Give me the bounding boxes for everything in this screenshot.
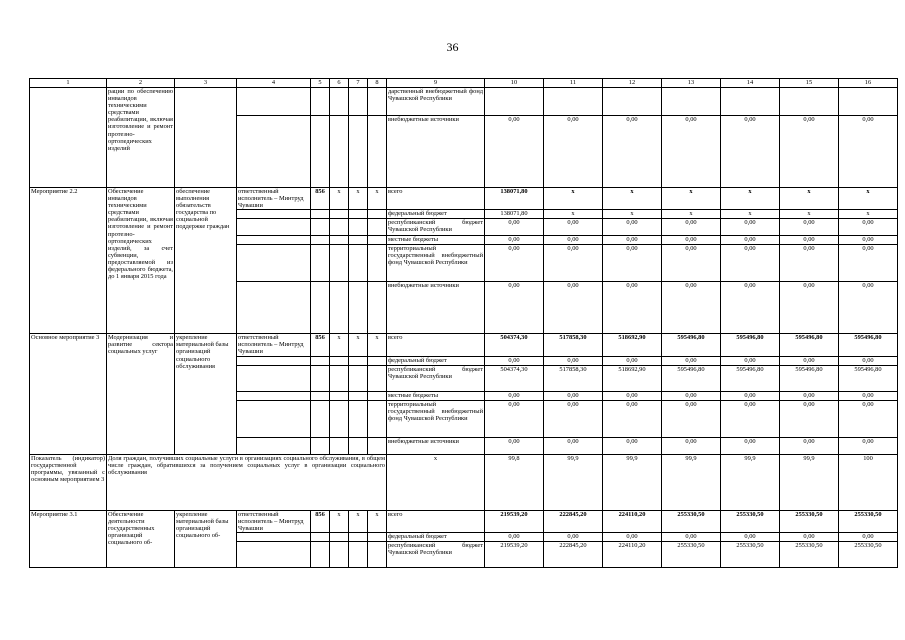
code-cell bbox=[368, 282, 387, 334]
code-cell bbox=[311, 356, 330, 365]
value-cell: 0,00 bbox=[485, 245, 544, 282]
value-cell: x bbox=[544, 210, 603, 219]
code-cell: 856 bbox=[311, 188, 330, 210]
value-cell: 0,00 bbox=[780, 245, 839, 282]
code-cell bbox=[349, 365, 368, 391]
executor-cell: ответственный исполнитель – Минтруд Чувашии bbox=[237, 510, 311, 532]
indicator-value-cell: 99,9 bbox=[603, 454, 662, 510]
funding-source-cell: внебюджетные источники bbox=[387, 437, 485, 454]
table-body bbox=[30, 88, 898, 568]
executor-cell bbox=[237, 356, 311, 365]
measure-description-cell: Обеспечение инвалидов техническими средствами реабилитации, включая изготовление и ремонт протезно-ортопедических изделий, за счет субвенции, предоставляемой из федерального бюджета, до 1 января 2015 года bbox=[107, 188, 175, 334]
value-cell: 0,00 bbox=[603, 245, 662, 282]
code-cell bbox=[349, 236, 368, 245]
header-cell: 11 bbox=[544, 79, 603, 88]
code-cell bbox=[368, 236, 387, 245]
executor-cell bbox=[237, 236, 311, 245]
value-cell: 0,00 bbox=[839, 219, 898, 236]
funding-source-cell: всего bbox=[387, 334, 485, 356]
value-cell: 504374,30 bbox=[485, 365, 544, 391]
measure-description-cell: рации по обеспечению инвалидов техническими средствами реабилитации, включая изготовление и ремонт протезно-ортопедических изделий bbox=[107, 88, 175, 188]
indicator-value-cell: 99,9 bbox=[544, 454, 603, 510]
value-cell: 0,00 bbox=[721, 245, 780, 282]
value-cell: 518692,90 bbox=[603, 365, 662, 391]
measure-name-cell: Основное мероприятие 3 bbox=[30, 334, 107, 454]
funding-source-cell: федеральный бюджет bbox=[387, 532, 485, 541]
value-cell: 255330,50 bbox=[721, 510, 780, 532]
indicator-value-cell: 99,9 bbox=[780, 454, 839, 510]
code-cell: x bbox=[368, 188, 387, 210]
measure-name-cell: Мероприятие 2.2 bbox=[30, 188, 107, 334]
value-cell: 0,00 bbox=[780, 356, 839, 365]
code-cell bbox=[368, 437, 387, 454]
value-cell: 0,00 bbox=[662, 219, 721, 236]
value-cell: 0,00 bbox=[839, 245, 898, 282]
value-cell: 0,00 bbox=[721, 391, 780, 400]
code-cell bbox=[368, 356, 387, 365]
value-cell: 518692,90 bbox=[603, 334, 662, 356]
value-cell: 138071,80 bbox=[485, 188, 544, 210]
value-cell: 0,00 bbox=[544, 282, 603, 334]
value-cell: x bbox=[544, 188, 603, 210]
header-cell: 5 bbox=[311, 79, 330, 88]
value-cell: 138071,80 bbox=[485, 210, 544, 219]
value-cell: 0,00 bbox=[485, 532, 544, 541]
code-cell bbox=[368, 210, 387, 219]
code-cell bbox=[349, 356, 368, 365]
code-cell bbox=[349, 88, 368, 116]
header-cell: 1 bbox=[30, 79, 107, 88]
code-cell bbox=[349, 400, 368, 437]
code-cell: 856 bbox=[311, 510, 330, 532]
page-number: 36 bbox=[446, 40, 459, 54]
code-cell: x bbox=[368, 334, 387, 356]
header-cell: 12 bbox=[603, 79, 662, 88]
value-cell: 0,00 bbox=[839, 282, 898, 334]
funding-source-cell: всего bbox=[387, 188, 485, 210]
value-cell: 0,00 bbox=[721, 400, 780, 437]
code-cell bbox=[349, 210, 368, 219]
code-cell bbox=[311, 236, 330, 245]
code-cell: x bbox=[330, 188, 349, 210]
code-cell bbox=[311, 210, 330, 219]
value-cell: 0,00 bbox=[603, 532, 662, 541]
value-cell: 595496,80 bbox=[780, 365, 839, 391]
measure-name-cell bbox=[30, 88, 107, 188]
code-cell bbox=[330, 210, 349, 219]
code-cell bbox=[349, 116, 368, 188]
value-cell: 0,00 bbox=[839, 236, 898, 245]
funding-source-cell: внебюджетные источники bbox=[387, 282, 485, 334]
value-cell: 0,00 bbox=[780, 391, 839, 400]
indicator-label-cell: Показатель (индикатор) государственной программы, увязанный с основным мероприятием 3 bbox=[30, 454, 107, 510]
value-cell bbox=[839, 88, 898, 116]
code-cell bbox=[330, 532, 349, 541]
value-cell: 0,00 bbox=[780, 437, 839, 454]
funding-source-cell: дарственный внебюджетный фонд Чувашской Республики bbox=[387, 88, 485, 116]
value-cell: 0,00 bbox=[780, 219, 839, 236]
executor-cell bbox=[237, 437, 311, 454]
code-cell bbox=[311, 282, 330, 334]
funding-source-cell: федеральный бюджет bbox=[387, 210, 485, 219]
value-cell: 0,00 bbox=[603, 219, 662, 236]
header-cell: 7 bbox=[349, 79, 368, 88]
value-cell: 0,00 bbox=[603, 282, 662, 334]
executor-cell bbox=[237, 400, 311, 437]
value-cell: 255330,50 bbox=[721, 541, 780, 567]
value-cell: 0,00 bbox=[839, 356, 898, 365]
executor-cell bbox=[237, 116, 311, 188]
code-cell bbox=[330, 282, 349, 334]
value-cell: x bbox=[721, 188, 780, 210]
executor-cell bbox=[237, 365, 311, 391]
value-cell: 255330,50 bbox=[780, 510, 839, 532]
code-cell bbox=[330, 219, 349, 236]
value-cell: 0,00 bbox=[603, 356, 662, 365]
value-cell: 0,00 bbox=[603, 437, 662, 454]
value-cell: 0,00 bbox=[662, 532, 721, 541]
indicator-x-cell: x bbox=[387, 454, 485, 510]
code-cell bbox=[330, 391, 349, 400]
code-cell: 856 bbox=[311, 334, 330, 356]
value-cell: 0,00 bbox=[780, 532, 839, 541]
funding-source-cell: местные бюджеты bbox=[387, 236, 485, 245]
funding-source-cell: внебюджетные источники bbox=[387, 116, 485, 188]
indicator-value-cell: 99,9 bbox=[662, 454, 721, 510]
executor-cell bbox=[237, 282, 311, 334]
code-cell bbox=[311, 541, 330, 567]
indicator-row bbox=[30, 454, 898, 510]
header-cell: 10 bbox=[485, 79, 544, 88]
value-cell: 504374,30 bbox=[485, 334, 544, 356]
code-cell: x bbox=[330, 334, 349, 356]
value-cell: 0,00 bbox=[780, 236, 839, 245]
executor-cell bbox=[237, 245, 311, 282]
value-cell: 255330,50 bbox=[839, 541, 898, 567]
value-cell: 0,00 bbox=[839, 400, 898, 437]
code-cell bbox=[368, 391, 387, 400]
value-cell: 0,00 bbox=[485, 236, 544, 245]
value-cell: 0,00 bbox=[839, 437, 898, 454]
header-cell: 13 bbox=[662, 79, 721, 88]
code-cell bbox=[330, 400, 349, 437]
code-cell bbox=[330, 541, 349, 567]
code-cell bbox=[368, 219, 387, 236]
measure-name-cell: Мероприятие 3.1 bbox=[30, 510, 107, 567]
value-cell: 595496,80 bbox=[780, 334, 839, 356]
value-cell: 0,00 bbox=[662, 282, 721, 334]
funding-source-cell: федеральный бюджет bbox=[387, 356, 485, 365]
value-cell: 595496,80 bbox=[721, 334, 780, 356]
budget-table bbox=[29, 78, 898, 568]
code-cell bbox=[311, 245, 330, 282]
value-cell: 595496,80 bbox=[662, 334, 721, 356]
value-cell: 219539,20 bbox=[485, 510, 544, 532]
value-cell bbox=[780, 88, 839, 116]
code-cell bbox=[368, 400, 387, 437]
code-cell bbox=[368, 88, 387, 116]
value-cell: 0,00 bbox=[721, 356, 780, 365]
code-cell bbox=[311, 365, 330, 391]
header-cell: 2 bbox=[107, 79, 175, 88]
value-cell: 0,00 bbox=[544, 532, 603, 541]
code-cell bbox=[311, 116, 330, 188]
value-cell: 0,00 bbox=[485, 116, 544, 188]
code-cell bbox=[311, 400, 330, 437]
header-cell: 16 bbox=[839, 79, 898, 88]
value-cell: 517858,30 bbox=[544, 365, 603, 391]
goal-cell: укрепление материальной базы организаций социального об- bbox=[175, 510, 237, 567]
executor-cell: ответственный исполнитель – Минтруд Чувашии bbox=[237, 334, 311, 356]
value-cell: x bbox=[603, 188, 662, 210]
value-cell: 255330,50 bbox=[780, 541, 839, 567]
table-row bbox=[30, 510, 898, 532]
indicator-value-cell: 99,8 bbox=[485, 454, 544, 510]
code-cell bbox=[311, 88, 330, 116]
header-cell: 15 bbox=[780, 79, 839, 88]
header-cell: 6 bbox=[330, 79, 349, 88]
code-cell bbox=[349, 245, 368, 282]
value-cell: 0,00 bbox=[603, 116, 662, 188]
table-row bbox=[30, 334, 898, 356]
code-cell bbox=[330, 236, 349, 245]
code-cell bbox=[349, 282, 368, 334]
value-cell: x bbox=[839, 188, 898, 210]
value-cell: x bbox=[780, 188, 839, 210]
value-cell bbox=[662, 88, 721, 116]
code-cell bbox=[311, 391, 330, 400]
funding-source-cell: территориальный государственный внебюджетный фонд Чувашской Республики bbox=[387, 400, 485, 437]
value-cell: 255330,50 bbox=[662, 541, 721, 567]
value-cell: 0,00 bbox=[485, 391, 544, 400]
goal-cell: укрепление материальной базы организаций социального обслуживания bbox=[175, 334, 237, 454]
value-cell: 0,00 bbox=[721, 116, 780, 188]
value-cell: 0,00 bbox=[662, 356, 721, 365]
value-cell: 0,00 bbox=[485, 437, 544, 454]
value-cell: 0,00 bbox=[485, 356, 544, 365]
value-cell: 222845,20 bbox=[544, 541, 603, 567]
funding-source-cell: республиканский бюджет Чувашской Республики bbox=[387, 219, 485, 236]
code-cell bbox=[349, 391, 368, 400]
code-cell bbox=[311, 219, 330, 236]
value-cell: 0,00 bbox=[839, 391, 898, 400]
value-cell: 0,00 bbox=[662, 245, 721, 282]
value-cell: 0,00 bbox=[603, 391, 662, 400]
value-cell: 595496,80 bbox=[839, 365, 898, 391]
header-cell: 4 bbox=[237, 79, 311, 88]
executor-cell bbox=[237, 219, 311, 236]
code-cell bbox=[368, 532, 387, 541]
code-cell bbox=[311, 532, 330, 541]
value-cell bbox=[485, 88, 544, 116]
code-cell: x bbox=[349, 510, 368, 532]
value-cell: 0,00 bbox=[544, 219, 603, 236]
value-cell: 0,00 bbox=[780, 116, 839, 188]
header-cell: 14 bbox=[721, 79, 780, 88]
executor-cell bbox=[237, 391, 311, 400]
code-cell: x bbox=[368, 510, 387, 532]
value-cell: 0,00 bbox=[544, 400, 603, 437]
code-cell bbox=[349, 219, 368, 236]
code-cell bbox=[311, 437, 330, 454]
code-cell bbox=[349, 532, 368, 541]
value-cell: 0,00 bbox=[603, 236, 662, 245]
value-cell: 0,00 bbox=[721, 236, 780, 245]
value-cell: 517858,30 bbox=[544, 334, 603, 356]
value-cell: 0,00 bbox=[780, 282, 839, 334]
value-cell: x bbox=[780, 210, 839, 219]
funding-source-cell: республиканский бюджет Чувашской Республики bbox=[387, 541, 485, 567]
value-cell: 0,00 bbox=[544, 391, 603, 400]
value-cell bbox=[603, 88, 662, 116]
funding-source-cell: территориальный государственный внебюджетный фонд Чувашской Республики bbox=[387, 245, 485, 282]
value-cell: 0,00 bbox=[662, 437, 721, 454]
code-cell: x bbox=[330, 510, 349, 532]
value-cell: 0,00 bbox=[544, 437, 603, 454]
value-cell: 222845,20 bbox=[544, 510, 603, 532]
value-cell bbox=[544, 88, 603, 116]
code-cell bbox=[349, 541, 368, 567]
code-cell bbox=[330, 116, 349, 188]
header-cell: 9 bbox=[387, 79, 485, 88]
executor-cell bbox=[237, 88, 311, 116]
value-cell: 224110,20 bbox=[603, 541, 662, 567]
table-row bbox=[30, 88, 898, 116]
header-cell: 8 bbox=[368, 79, 387, 88]
code-cell: x bbox=[349, 188, 368, 210]
value-cell: 0,00 bbox=[485, 282, 544, 334]
value-cell: 0,00 bbox=[662, 236, 721, 245]
code-cell bbox=[330, 365, 349, 391]
code-cell bbox=[368, 116, 387, 188]
executor-cell bbox=[237, 532, 311, 541]
goal-cell: обеспечение выполнения обязательств государства по социальной поддержке граждан bbox=[175, 188, 237, 334]
header-cell: 3 bbox=[175, 79, 237, 88]
value-cell: x bbox=[721, 210, 780, 219]
value-cell: 0,00 bbox=[721, 282, 780, 334]
value-cell: 0,00 bbox=[721, 532, 780, 541]
value-cell: 255330,50 bbox=[839, 510, 898, 532]
funding-source-cell: республиканский бюджет Чувашской Республики bbox=[387, 365, 485, 391]
funding-source-cell: местные бюджеты bbox=[387, 391, 485, 400]
value-cell: 0,00 bbox=[662, 391, 721, 400]
value-cell: 255330,50 bbox=[662, 510, 721, 532]
indicator-text-cell: Доля граждан, получивших социальные услуги в организациях социального обслуживания, в общем числе граждан, обратившихся за получением социальных услуг в организации социального обслуживания bbox=[107, 454, 387, 510]
value-cell: 219539,20 bbox=[485, 541, 544, 567]
executor-cell bbox=[237, 541, 311, 567]
table-row bbox=[30, 188, 898, 210]
value-cell: 0,00 bbox=[485, 219, 544, 236]
value-cell: 595496,80 bbox=[662, 365, 721, 391]
value-cell: 0,00 bbox=[485, 400, 544, 437]
indicator-value-cell: 99,9 bbox=[721, 454, 780, 510]
value-cell: x bbox=[662, 210, 721, 219]
code-cell bbox=[330, 245, 349, 282]
code-cell bbox=[330, 88, 349, 116]
code-cell bbox=[349, 437, 368, 454]
code-cell bbox=[368, 245, 387, 282]
value-cell: 0,00 bbox=[780, 400, 839, 437]
value-cell: x bbox=[603, 210, 662, 219]
value-cell: 224110,20 bbox=[603, 510, 662, 532]
header-row bbox=[30, 79, 898, 88]
value-cell: 595496,80 bbox=[839, 334, 898, 356]
code-cell bbox=[368, 365, 387, 391]
code-cell bbox=[330, 437, 349, 454]
value-cell: 0,00 bbox=[544, 356, 603, 365]
value-cell: 0,00 bbox=[662, 116, 721, 188]
value-cell: 0,00 bbox=[721, 219, 780, 236]
measure-description-cell: Модернизация и развитие сектора социальных услуг bbox=[107, 334, 175, 454]
value-cell: 0,00 bbox=[544, 116, 603, 188]
value-cell: x bbox=[839, 210, 898, 219]
value-cell: 0,00 bbox=[839, 116, 898, 188]
executor-cell: ответственный исполнитель – Минтруд Чувашии bbox=[237, 188, 311, 210]
value-cell: 0,00 bbox=[662, 400, 721, 437]
value-cell: 0,00 bbox=[544, 245, 603, 282]
value-cell: 0,00 bbox=[839, 532, 898, 541]
executor-cell bbox=[237, 210, 311, 219]
measure-description-cell: Обеспечение деятельности государственных организаций социального об- bbox=[107, 510, 175, 567]
value-cell: 0,00 bbox=[544, 236, 603, 245]
value-cell: 595496,80 bbox=[721, 365, 780, 391]
value-cell: 0,00 bbox=[603, 400, 662, 437]
funding-source-cell: всего bbox=[387, 510, 485, 532]
goal-cell bbox=[175, 88, 237, 188]
indicator-value-cell: 100 bbox=[839, 454, 898, 510]
code-cell bbox=[368, 541, 387, 567]
code-cell: x bbox=[349, 334, 368, 356]
code-cell bbox=[330, 356, 349, 365]
value-cell: x bbox=[662, 188, 721, 210]
value-cell: 0,00 bbox=[721, 437, 780, 454]
value-cell bbox=[721, 88, 780, 116]
